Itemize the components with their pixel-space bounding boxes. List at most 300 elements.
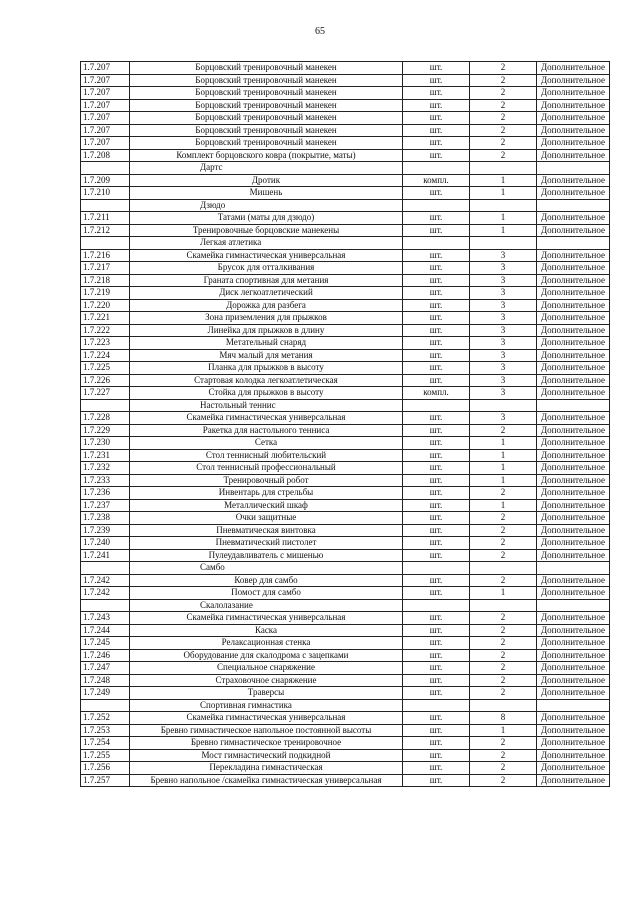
unit-cell	[403, 399, 470, 412]
table-body	[81, 62, 610, 787]
quantity-cell: 1	[470, 187, 537, 200]
item-code-cell: 1.7.237	[81, 499, 130, 512]
quantity-cell	[470, 699, 537, 712]
table-row	[81, 749, 610, 762]
quantity-cell: 2	[470, 637, 537, 650]
quantity-cell: 1	[470, 449, 537, 462]
unit-cell: шт.	[403, 762, 470, 775]
quantity-cell: 3	[470, 374, 537, 387]
item-code-cell: 1.7.244	[81, 624, 130, 637]
unit-cell: шт.	[403, 137, 470, 150]
table-row	[81, 174, 610, 187]
table-row	[81, 624, 610, 637]
unit-cell: шт.	[403, 224, 470, 237]
item-name-cell: Скамейка гимнастическая универсальная	[130, 412, 403, 425]
unit-cell: шт.	[403, 574, 470, 587]
item-code-cell: 1.7.216	[81, 249, 130, 262]
item-code-cell: 1.7.209	[81, 174, 130, 187]
unit-cell: шт.	[403, 287, 470, 300]
table-row	[81, 387, 610, 400]
quantity-cell: 3	[470, 249, 537, 262]
quantity-cell: 2	[470, 749, 537, 762]
type-cell: Дополнительное	[537, 299, 610, 312]
quantity-cell: 1	[470, 474, 537, 487]
item-code-cell: 1.7.222	[81, 324, 130, 337]
item-code-cell: 1.7.242	[81, 574, 130, 587]
item-code-cell: 1.7.219	[81, 287, 130, 300]
quantity-cell	[470, 162, 537, 175]
item-name-cell: Дротик	[130, 174, 403, 187]
unit-cell: шт.	[403, 687, 470, 700]
type-cell: Дополнительное	[537, 662, 610, 675]
item-code-cell: 1.7.211	[81, 212, 130, 225]
table-row	[81, 474, 610, 487]
item-name-cell: Оборудование для скалодрома с зацепками	[130, 649, 403, 662]
unit-cell	[403, 562, 470, 575]
item-code-cell: 1.7.232	[81, 462, 130, 475]
type-cell: Дополнительное	[537, 149, 610, 162]
item-code-cell: 1.7.223	[81, 337, 130, 350]
table-row	[81, 774, 610, 787]
item-code-cell: 1.7.236	[81, 487, 130, 500]
type-cell: Дополнительное	[537, 499, 610, 512]
quantity-cell: 1	[470, 212, 537, 225]
quantity-cell: 2	[470, 149, 537, 162]
quantity-cell: 3	[470, 274, 537, 287]
item-name-cell: Ракетка для настольного тенниса	[130, 424, 403, 437]
section-row	[81, 562, 610, 575]
table-row	[81, 437, 610, 450]
section-title: Дартс	[130, 162, 403, 175]
type-cell	[537, 199, 610, 212]
quantity-cell	[470, 199, 537, 212]
quantity-cell	[470, 237, 537, 250]
quantity-cell: 3	[470, 412, 537, 425]
quantity-cell: 3	[470, 312, 537, 325]
table-row	[81, 374, 610, 387]
item-name-cell: Специальное снаряжение	[130, 662, 403, 675]
item-code-cell: 1.7.240	[81, 537, 130, 550]
item-code-cell: 1.7.207	[81, 124, 130, 137]
type-cell: Дополнительное	[537, 537, 610, 550]
unit-cell: шт.	[403, 724, 470, 737]
table-row	[81, 349, 610, 362]
item-code-cell: 1.7.226	[81, 374, 130, 387]
type-cell	[537, 162, 610, 175]
table-row	[81, 587, 610, 600]
type-cell: Дополнительное	[537, 74, 610, 87]
table-row	[81, 649, 610, 662]
item-code-cell: 1.7.228	[81, 412, 130, 425]
section-row	[81, 199, 610, 212]
table-row	[81, 212, 610, 225]
item-name-cell: Диск легкоатлетический	[130, 287, 403, 300]
page-number: 65	[315, 26, 325, 37]
section-row	[81, 237, 610, 250]
quantity-cell: 3	[470, 362, 537, 375]
unit-cell: шт.	[403, 437, 470, 450]
item-name-cell: Скамейка гимнастическая универсальная	[130, 249, 403, 262]
unit-cell: компл.	[403, 387, 470, 400]
equipment-table	[80, 61, 610, 787]
quantity-cell: 2	[470, 549, 537, 562]
quantity-cell: 8	[470, 712, 537, 725]
item-name-cell: Инвентарь для стрельбы	[130, 487, 403, 500]
item-name-cell: Скамейка гимнастическая универсальная	[130, 612, 403, 625]
table-row	[81, 462, 610, 475]
item-code-cell: 1.7.247	[81, 662, 130, 675]
unit-cell: шт.	[403, 337, 470, 350]
unit-cell: шт.	[403, 362, 470, 375]
type-cell: Дополнительное	[537, 487, 610, 500]
type-cell: Дополнительное	[537, 649, 610, 662]
item-name-cell: Борцовский тренировочный манекен	[130, 99, 403, 112]
item-code-cell	[81, 162, 130, 175]
type-cell: Дополнительное	[537, 724, 610, 737]
quantity-cell: 2	[470, 624, 537, 637]
item-name-cell: Зона приземления для прыжков	[130, 312, 403, 325]
item-code-cell: 1.7.212	[81, 224, 130, 237]
table-row	[81, 687, 610, 700]
type-cell: Дополнительное	[537, 549, 610, 562]
unit-cell: шт.	[403, 487, 470, 500]
unit-cell: шт.	[403, 349, 470, 362]
type-cell: Дополнительное	[537, 212, 610, 225]
unit-cell: шт.	[403, 662, 470, 675]
quantity-cell: 2	[470, 524, 537, 537]
table-row	[81, 737, 610, 750]
item-name-cell: Помост для самбо	[130, 587, 403, 600]
quantity-cell: 1	[470, 724, 537, 737]
quantity-cell: 2	[470, 112, 537, 125]
table-row	[81, 224, 610, 237]
table-row	[81, 99, 610, 112]
quantity-cell: 1	[470, 462, 537, 475]
unit-cell: шт.	[403, 774, 470, 787]
item-code-cell	[81, 562, 130, 575]
type-cell: Дополнительное	[537, 574, 610, 587]
item-name-cell: Сетка	[130, 437, 403, 450]
item-name-cell: Мишень	[130, 187, 403, 200]
item-name-cell: Очки защитные	[130, 512, 403, 525]
quantity-cell: 2	[470, 687, 537, 700]
item-code-cell: 1.7.248	[81, 674, 130, 687]
quantity-cell: 2	[470, 87, 537, 100]
quantity-cell	[470, 562, 537, 575]
item-code-cell	[81, 199, 130, 212]
table-row	[81, 287, 610, 300]
item-name-cell: Релаксационная стенка	[130, 637, 403, 650]
table-row	[81, 487, 610, 500]
quantity-cell: 2	[470, 487, 537, 500]
type-cell: Дополнительное	[537, 324, 610, 337]
unit-cell: шт.	[403, 474, 470, 487]
table-row	[81, 149, 610, 162]
quantity-cell: 3	[470, 324, 537, 337]
quantity-cell: 2	[470, 774, 537, 787]
item-name-cell: Линейка для прыжков в длину	[130, 324, 403, 337]
table-row	[81, 262, 610, 275]
item-code-cell: 1.7.220	[81, 299, 130, 312]
item-code-cell: 1.7.254	[81, 737, 130, 750]
quantity-cell: 3	[470, 337, 537, 350]
section-title: Настольный теннис	[130, 399, 403, 412]
type-cell: Дополнительное	[537, 249, 610, 262]
table-row	[81, 187, 610, 200]
type-cell: Дополнительное	[537, 637, 610, 650]
table-row	[81, 537, 610, 550]
item-code-cell: 1.7.252	[81, 712, 130, 725]
item-code-cell: 1.7.255	[81, 749, 130, 762]
item-code-cell: 1.7.207	[81, 74, 130, 87]
unit-cell: шт.	[403, 612, 470, 625]
item-code-cell: 1.7.224	[81, 349, 130, 362]
item-name-cell: Планка для прыжков в высоту	[130, 362, 403, 375]
table-row	[81, 524, 610, 537]
type-cell: Дополнительное	[537, 224, 610, 237]
item-name-cell: Тренировочный робот	[130, 474, 403, 487]
quantity-cell	[470, 399, 537, 412]
quantity-cell: 2	[470, 512, 537, 525]
type-cell: Дополнительное	[537, 437, 610, 450]
item-name-cell: Тренировочные борцовские манекены	[130, 224, 403, 237]
type-cell: Дополнительное	[537, 612, 610, 625]
type-cell: Дополнительное	[537, 349, 610, 362]
unit-cell: шт.	[403, 324, 470, 337]
item-code-cell: 1.7.225	[81, 362, 130, 375]
unit-cell: шт.	[403, 499, 470, 512]
item-name-cell: Ковер для самбо	[130, 574, 403, 587]
unit-cell: шт.	[403, 299, 470, 312]
unit-cell	[403, 237, 470, 250]
item-code-cell: 1.7.221	[81, 312, 130, 325]
type-cell: Дополнительное	[537, 774, 610, 787]
type-cell: Дополнительное	[537, 749, 610, 762]
item-name-cell: Бревно гимнастическое напольное постоянной высоты	[130, 724, 403, 737]
type-cell: Дополнительное	[537, 524, 610, 537]
section-row	[81, 699, 610, 712]
quantity-cell: 3	[470, 287, 537, 300]
table-row	[81, 449, 610, 462]
type-cell: Дополнительное	[537, 449, 610, 462]
type-cell: Дополнительное	[537, 624, 610, 637]
item-code-cell: 1.7.253	[81, 724, 130, 737]
unit-cell: шт.	[403, 587, 470, 600]
table-row	[81, 762, 610, 775]
type-cell: Дополнительное	[537, 187, 610, 200]
unit-cell: шт.	[403, 87, 470, 100]
item-name-cell: Перекладина гимнастическая	[130, 762, 403, 775]
quantity-cell: 2	[470, 99, 537, 112]
type-cell: Дополнительное	[537, 674, 610, 687]
type-cell: Дополнительное	[537, 424, 610, 437]
unit-cell: шт.	[403, 524, 470, 537]
item-code-cell: 1.7.243	[81, 612, 130, 625]
item-name-cell: Борцовский тренировочный манекен	[130, 87, 403, 100]
quantity-cell: 3	[470, 299, 537, 312]
item-name-cell: Дорожка для разбега	[130, 299, 403, 312]
unit-cell: шт.	[403, 624, 470, 637]
quantity-cell: 1	[470, 437, 537, 450]
table-row	[81, 612, 610, 625]
type-cell: Дополнительное	[537, 337, 610, 350]
quantity-cell: 2	[470, 137, 537, 150]
type-cell: Дополнительное	[537, 174, 610, 187]
section-row	[81, 162, 610, 175]
table-row	[81, 362, 610, 375]
item-name-cell: Мост гимнастический подкидной	[130, 749, 403, 762]
quantity-cell: 1	[470, 499, 537, 512]
table-row	[81, 324, 610, 337]
item-name-cell: Стол теннисный профессиональный	[130, 462, 403, 475]
unit-cell: шт.	[403, 449, 470, 462]
item-name-cell: Комплект борцовского ковра (покрытие, маты)	[130, 149, 403, 162]
type-cell: Дополнительное	[537, 137, 610, 150]
unit-cell: шт.	[403, 274, 470, 287]
type-cell: Дополнительное	[537, 124, 610, 137]
type-cell: Дополнительное	[537, 87, 610, 100]
item-code-cell: 1.7.218	[81, 274, 130, 287]
item-code-cell: 1.7.227	[81, 387, 130, 400]
type-cell	[537, 562, 610, 575]
unit-cell: шт.	[403, 712, 470, 725]
item-code-cell	[81, 399, 130, 412]
type-cell: Дополнительное	[537, 312, 610, 325]
item-name-cell: Пневматический пистолет	[130, 537, 403, 550]
type-cell: Дополнительное	[537, 412, 610, 425]
unit-cell: шт.	[403, 187, 470, 200]
type-cell: Дополнительное	[537, 474, 610, 487]
item-name-cell: Мяч малый для метания	[130, 349, 403, 362]
item-code-cell: 1.7.207	[81, 62, 130, 75]
type-cell: Дополнительное	[537, 262, 610, 275]
section-title: Дзюдо	[130, 199, 403, 212]
unit-cell: шт.	[403, 99, 470, 112]
table-row	[81, 499, 610, 512]
item-name-cell: Стартовая колодка легкоатлетическая	[130, 374, 403, 387]
item-code-cell	[81, 599, 130, 612]
table-row	[81, 512, 610, 525]
unit-cell: шт.	[403, 262, 470, 275]
type-cell: Дополнительное	[537, 362, 610, 375]
item-name-cell: Брусок для отталкивания	[130, 262, 403, 275]
unit-cell: шт.	[403, 62, 470, 75]
item-code-cell: 1.7.231	[81, 449, 130, 462]
quantity-cell: 2	[470, 74, 537, 87]
table-row	[81, 312, 610, 325]
item-name-cell: Пневматическая винтовка	[130, 524, 403, 537]
item-name-cell: Скамейка гимнастическая универсальная	[130, 712, 403, 725]
quantity-cell: 2	[470, 762, 537, 775]
unit-cell: шт.	[403, 749, 470, 762]
unit-cell: шт.	[403, 637, 470, 650]
unit-cell: шт.	[403, 312, 470, 325]
unit-cell: шт.	[403, 412, 470, 425]
item-code-cell: 1.7.207	[81, 137, 130, 150]
unit-cell: шт.	[403, 537, 470, 550]
table-row	[81, 87, 610, 100]
type-cell: Дополнительное	[537, 112, 610, 125]
table-row	[81, 424, 610, 437]
type-cell	[537, 237, 610, 250]
section-row	[81, 399, 610, 412]
item-code-cell: 1.7.246	[81, 649, 130, 662]
item-name-cell: Борцовский тренировочный манекен	[130, 112, 403, 125]
quantity-cell	[470, 599, 537, 612]
quantity-cell: 2	[470, 649, 537, 662]
table-row	[81, 637, 610, 650]
table-row	[81, 274, 610, 287]
type-cell: Дополнительное	[537, 587, 610, 600]
item-name-cell: Борцовский тренировочный манекен	[130, 74, 403, 87]
item-code-cell: 1.7.207	[81, 112, 130, 125]
quantity-cell: 2	[470, 62, 537, 75]
quantity-cell: 3	[470, 349, 537, 362]
item-code-cell: 1.7.241	[81, 549, 130, 562]
table-row	[81, 137, 610, 150]
type-cell: Дополнительное	[537, 274, 610, 287]
table-row	[81, 574, 610, 587]
item-code-cell: 1.7.233	[81, 474, 130, 487]
unit-cell: шт.	[403, 737, 470, 750]
item-code-cell: 1.7.230	[81, 437, 130, 450]
unit-cell: шт.	[403, 149, 470, 162]
section-title: Легкая атлетика	[130, 237, 403, 250]
unit-cell: шт.	[403, 374, 470, 387]
unit-cell	[403, 199, 470, 212]
item-code-cell: 1.7.217	[81, 262, 130, 275]
unit-cell	[403, 699, 470, 712]
item-code-cell: 1.7.242	[81, 587, 130, 600]
unit-cell: шт.	[403, 112, 470, 125]
item-name-cell: Борцовский тренировочный манекен	[130, 137, 403, 150]
unit-cell: компл.	[403, 174, 470, 187]
section-title: Самбо	[130, 562, 403, 575]
type-cell	[537, 399, 610, 412]
item-code-cell: 1.7.229	[81, 424, 130, 437]
item-code-cell: 1.7.256	[81, 762, 130, 775]
type-cell: Дополнительное	[537, 462, 610, 475]
item-code-cell: 1.7.249	[81, 687, 130, 700]
item-name-cell: Граната спортивная для метания	[130, 274, 403, 287]
table-row	[81, 712, 610, 725]
quantity-cell: 2	[470, 674, 537, 687]
type-cell: Дополнительное	[537, 712, 610, 725]
table-row	[81, 662, 610, 675]
type-cell: Дополнительное	[537, 374, 610, 387]
item-name-cell: Пулеудавливатель с мишенью	[130, 549, 403, 562]
type-cell: Дополнительное	[537, 687, 610, 700]
unit-cell	[403, 162, 470, 175]
quantity-cell: 2	[470, 737, 537, 750]
item-code-cell: 1.7.239	[81, 524, 130, 537]
table-row	[81, 674, 610, 687]
table-row	[81, 249, 610, 262]
item-code-cell: 1.7.207	[81, 87, 130, 100]
item-name-cell: Борцовский тренировочный манекен	[130, 62, 403, 75]
table-row	[81, 412, 610, 425]
section-row	[81, 599, 610, 612]
item-name-cell: Бревно напольное /скамейка гимнастическая универсальная	[130, 774, 403, 787]
type-cell: Дополнительное	[537, 287, 610, 300]
table-row	[81, 337, 610, 350]
type-cell	[537, 599, 610, 612]
section-title: Скалолазание	[130, 599, 403, 612]
quantity-cell: 2	[470, 574, 537, 587]
type-cell: Дополнительное	[537, 737, 610, 750]
unit-cell: шт.	[403, 462, 470, 475]
item-name-cell: Каска	[130, 624, 403, 637]
